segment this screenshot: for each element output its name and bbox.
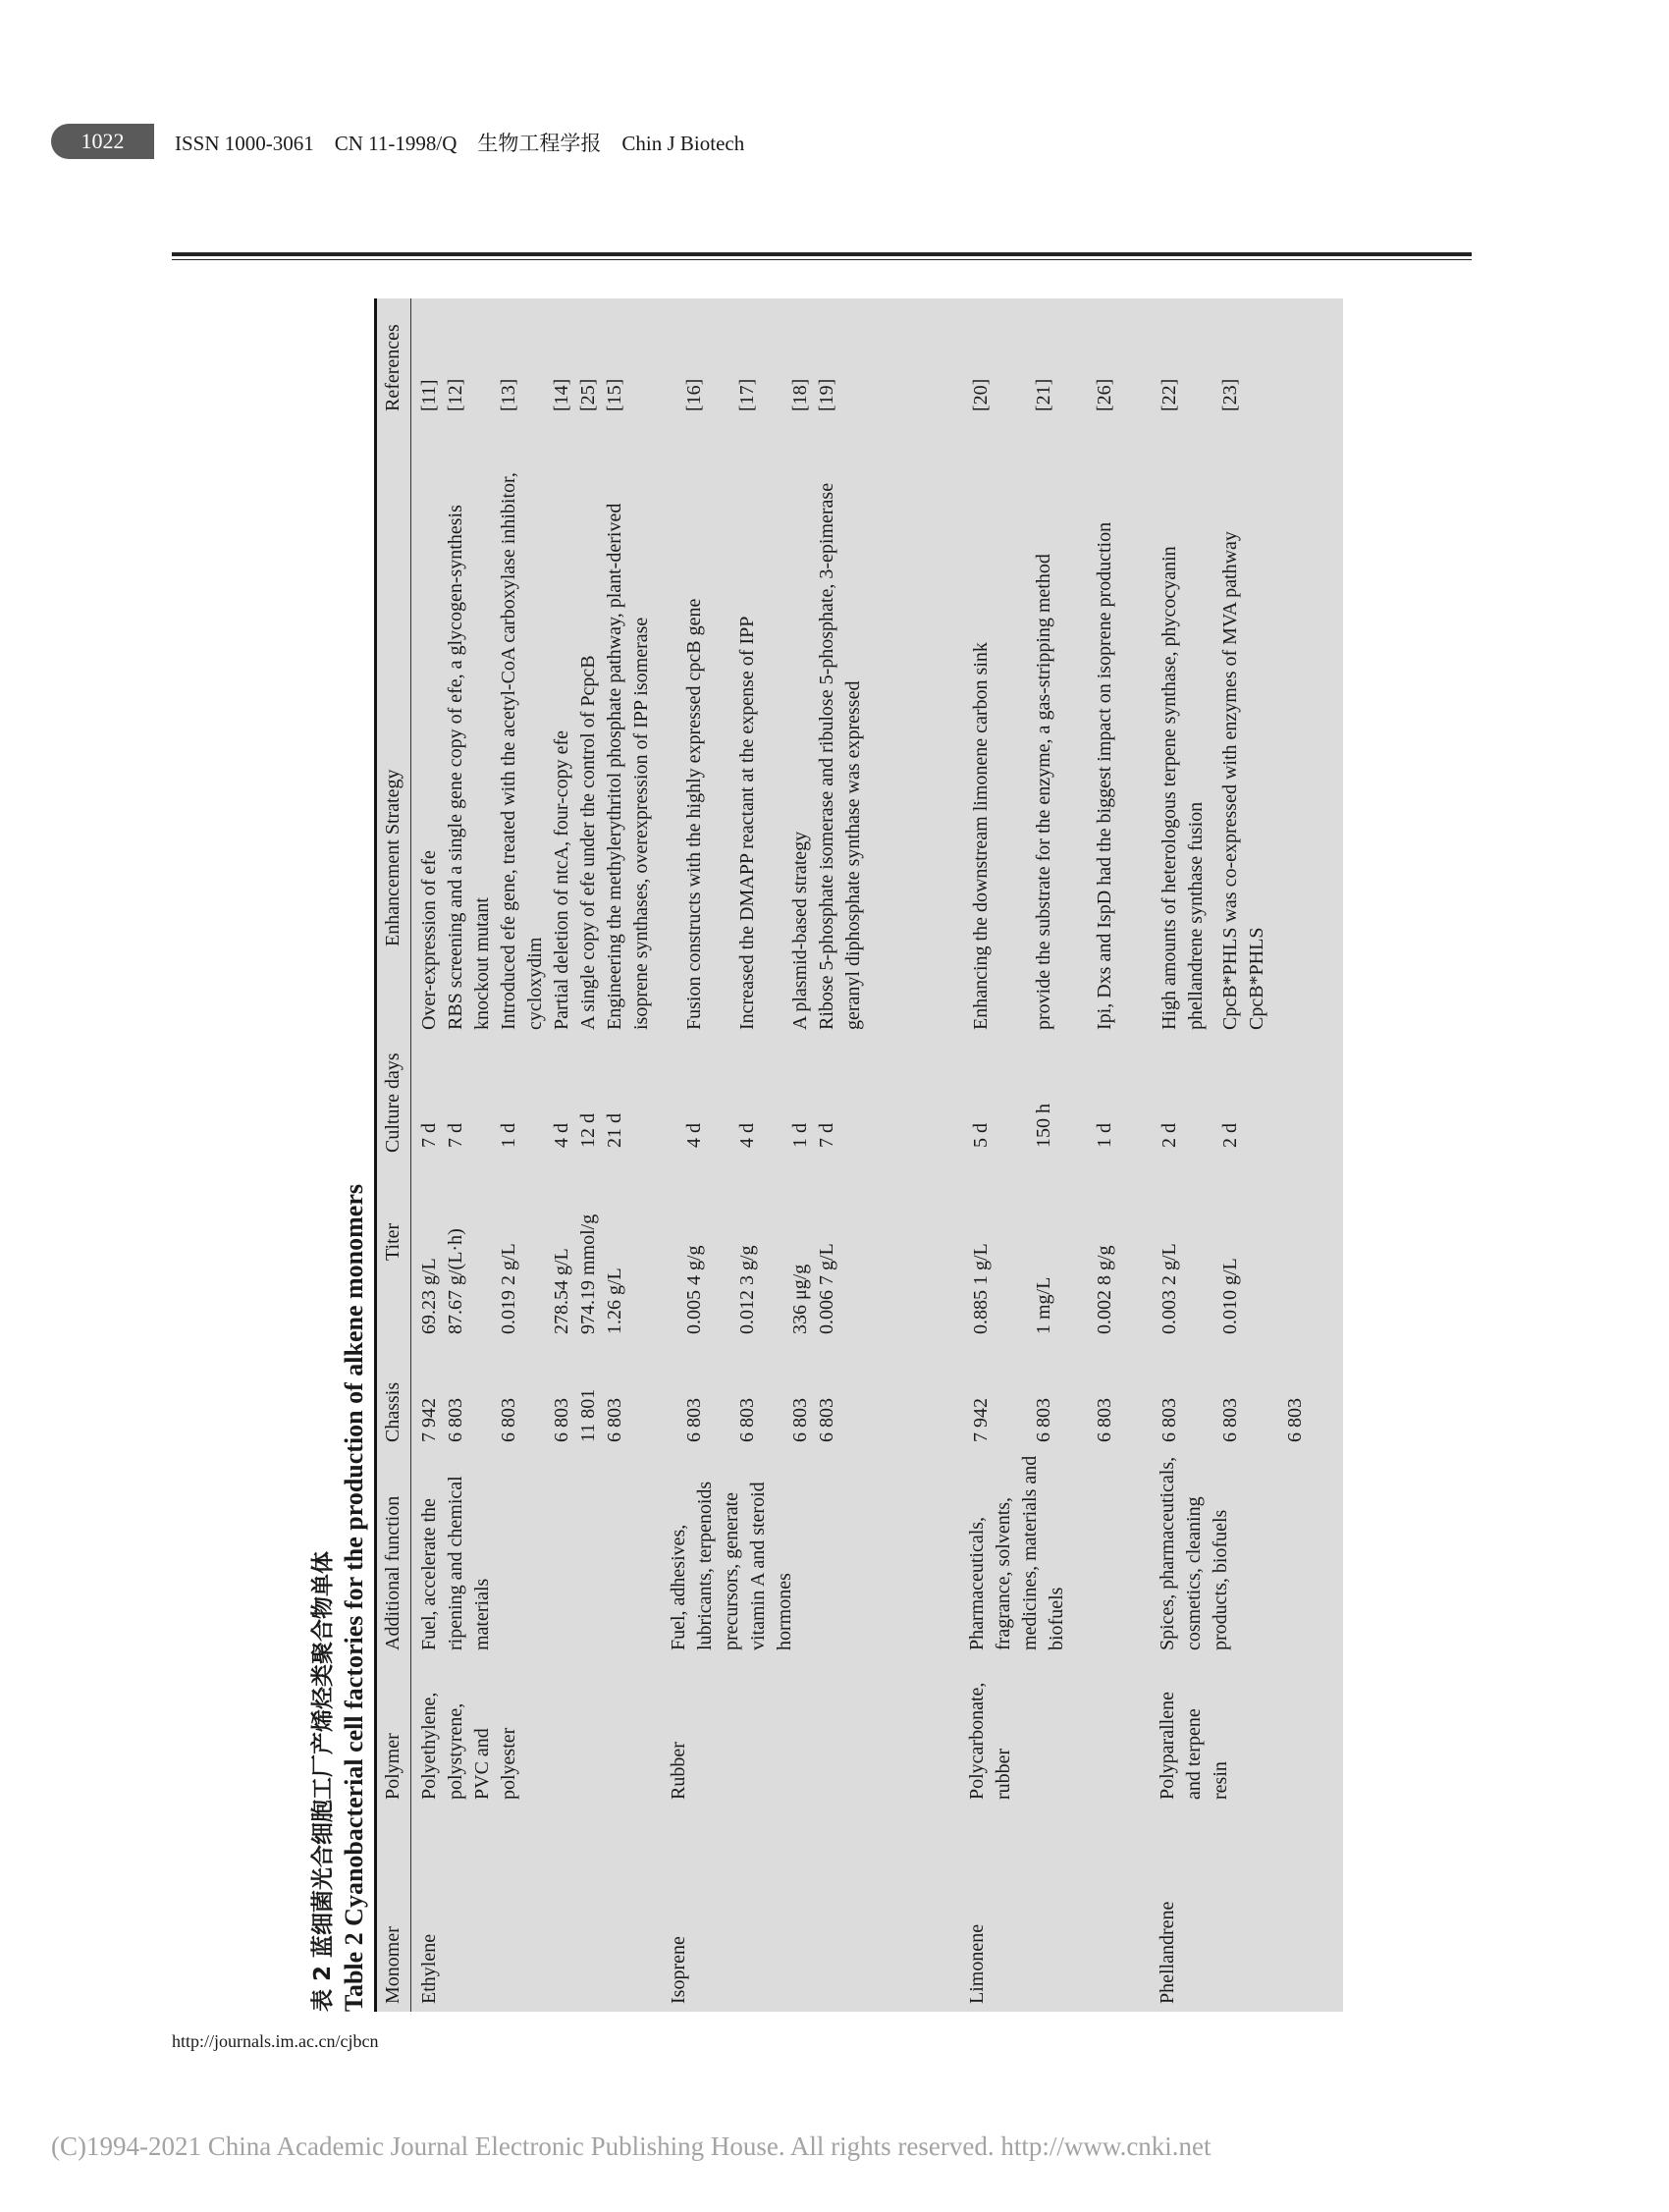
table-caption-cn: 表 2 蓝细菌光合细胞工厂产烯烃类聚合物单体 <box>310 1550 336 2012</box>
group-function: Fuel, accelerate the ripening and chemical materials <box>418 1476 493 1650</box>
cell-strategy: A single copy of efe under the control of PcpcB <box>577 655 599 1030</box>
cell-chassis: 6 803 <box>604 1398 625 1442</box>
running-header: ISSN 1000-3061 CN 11-1998/Q 生物工程学报 Chin J Biotech <box>175 132 745 155</box>
cell-ref: [20] <box>970 378 992 411</box>
group-polymer: Rubber <box>668 1742 689 1800</box>
cell-ref: [18] <box>789 378 811 411</box>
group-monomer: Isoprene <box>668 1936 689 2004</box>
cell-chassis: 6 803 <box>445 1398 466 1442</box>
cell-strategy: Ribose 5-phosphate isomerase and ribulose 5-phosphate, 3-epimerase geranyl diphosphate synthase was expressed <box>816 482 864 1030</box>
group-monomer: Limonene <box>966 1923 988 2004</box>
cell-chassis: 6 803 <box>1284 1398 1306 1442</box>
cell-titer: 0.005 4 g/g <box>683 1245 705 1334</box>
copyright-line: (C)1994-2021 China Academic Journal Electronic Publishing House. All rights reserved. http://www.cnki.net <box>51 2131 1211 2161</box>
cell-titer: 1.26 g/L <box>604 1268 625 1334</box>
cell-chassis: 6 803 <box>789 1398 811 1442</box>
footer-journal-url[interactable]: http://journals.im.ac.cn/cjbcn <box>172 2031 379 2051</box>
cell-strategy: Engineering the methylerythritol phosphate pathway, plant-derived isoprene synthases, overexpression of IPP isomerase <box>604 503 652 1030</box>
group-monomer: Phellandrene <box>1157 1901 1178 2004</box>
cell-chassis: 6 803 <box>683 1398 705 1442</box>
group-monomer: Ethylene <box>418 1933 440 2004</box>
cell-days: 4 d <box>683 1123 705 1148</box>
group-function: Fuel, adhesives, lubricants, terpenoids precursors, generate vitamin A and steroid hormones <box>668 1481 795 1650</box>
cell-chassis: 6 803 <box>1033 1398 1054 1442</box>
cell-days: 5 d <box>970 1123 992 1148</box>
cell-days: 7 d <box>816 1123 837 1148</box>
col-header-culture-days: Culture days <box>382 1052 404 1153</box>
table-caption-en: Table 2 Cyanobacterial cell factories for the production of alkene monomers <box>340 1184 368 2012</box>
cell-ref: [22] <box>1158 378 1180 411</box>
col-header-strategy: Enhancement Strategy <box>382 769 404 946</box>
group-polymer: Polyethylene, polystyrene, PVC and polyester <box>418 1692 519 1800</box>
cell-titer: 0.010 g/L <box>1219 1258 1241 1334</box>
cell-chassis: 6 803 <box>1219 1398 1241 1442</box>
cell-titer: 0.019 2 g/L <box>498 1243 519 1334</box>
cell-titer: 1 mg/L <box>1033 1276 1054 1334</box>
cell-chassis: 7 942 <box>418 1398 440 1442</box>
cell-days: 1 d <box>789 1123 811 1148</box>
header-rule-thin <box>172 259 1472 260</box>
cell-chassis: 6 803 <box>498 1398 519 1442</box>
cell-chassis: 7 942 <box>970 1398 992 1442</box>
cell-days: 150 h <box>1033 1104 1054 1148</box>
cell-days: 2 d <box>1158 1123 1180 1148</box>
cell-titer: 69.23 g/L <box>418 1258 440 1334</box>
rotated-table-block <box>300 298 1343 2012</box>
cell-titer: 336 μg/g <box>789 1264 811 1334</box>
cell-ref: [13] <box>498 378 519 411</box>
cell-strategy: Over-expression of efe <box>418 850 440 1030</box>
cell-chassis: 6 803 <box>1094 1398 1115 1442</box>
col-header-monomer: Monomer <box>382 1926 404 2004</box>
cell-ref: [19] <box>816 378 837 411</box>
group-function: Pharmaceuticals, fragrance, solvents, medicines, materials and biofuels <box>966 1455 1067 1650</box>
table-header-rule <box>410 298 411 2012</box>
cell-days: 2 d <box>1219 1123 1241 1148</box>
cell-days: 1 d <box>1094 1123 1115 1148</box>
cell-ref: [15] <box>604 378 625 411</box>
col-header-chassis: Chassis <box>382 1381 404 1442</box>
cell-days: 1 d <box>498 1123 519 1148</box>
cell-titer: 278.54 g/L <box>551 1248 572 1334</box>
cell-strategy: Fusion constructs with the highly expressed cpcB gene <box>683 598 705 1030</box>
col-header-function: Additional function <box>382 1495 404 1650</box>
cell-titer: 0.885 1 g/L <box>970 1243 992 1334</box>
cell-ref: [25] <box>577 378 599 411</box>
group-function: Spices, pharmaceuticals, cosmetics, cleaning products, biofuels <box>1157 1456 1231 1650</box>
cell-chassis: 6 803 <box>551 1398 572 1442</box>
table-top-rule <box>374 298 377 2012</box>
cell-days: 4 d <box>551 1123 572 1148</box>
cell-titer: 87.67 g/(L·h) <box>445 1228 466 1334</box>
cell-chassis: 6 803 <box>1158 1398 1180 1442</box>
cell-days: 7 d <box>445 1123 466 1148</box>
cell-days: 12 d <box>577 1113 599 1148</box>
cell-strategy: RBS screening and a single gene copy of efe, a glycogen-synthesis knockout mutant <box>445 505 493 1030</box>
cell-strategy: Ipi, Dxs and IspD had the biggest impact on isoprene production <box>1094 521 1115 1030</box>
cell-days: 4 d <box>736 1123 758 1148</box>
col-header-titer: Titer <box>382 1222 404 1261</box>
cell-strategy: A plasmid-based strategy <box>789 831 811 1030</box>
cell-titer: 0.003 2 g/L <box>1158 1243 1180 1334</box>
cell-ref: [14] <box>551 378 572 411</box>
cell-chassis: 6 803 <box>816 1398 837 1442</box>
cell-days: 21 d <box>604 1113 625 1148</box>
cell-ref: [21] <box>1033 378 1054 411</box>
cell-titer: 0.002 8 g/g <box>1094 1245 1115 1334</box>
cell-strategy: Introduced efe gene, treated with the acetyl-CoA carboxylase inhibitor, cycloxydim <box>498 472 546 1030</box>
cell-days: 7 d <box>418 1123 440 1148</box>
header-rule <box>172 252 1472 256</box>
cell-ref: [26] <box>1094 378 1115 411</box>
group-polymer: Polyparallene and terpene resin <box>1157 1692 1231 1800</box>
cell-strategy: CpcB*PHLS was co-expressed with enzymes of MVA pathway CpcB*PHLS <box>1219 531 1267 1030</box>
cell-strategy: Increased the DMAPP reactant at the expense of IPP <box>736 616 758 1030</box>
cell-ref: [17] <box>736 378 758 411</box>
cell-ref: [12] <box>445 378 466 411</box>
cell-strategy: High amounts of heterologous terpene synthase, phycocyanin phellandrene synthase fusion <box>1158 546 1207 1030</box>
cell-strategy: provide the substrate for the enzyme, a gas-stripping method <box>1033 554 1054 1030</box>
cell-strategy: Enhancing the downstream limonene carbon sink <box>970 642 992 1030</box>
col-header-references: References <box>382 324 404 411</box>
cell-titer: 0.006 7 g/L <box>816 1243 837 1334</box>
cell-chassis: 6 803 <box>736 1398 758 1442</box>
page-number-badge: 1022 <box>51 124 154 159</box>
cell-ref: [16] <box>683 378 705 411</box>
cell-titer: 974.19 mmol/g <box>577 1214 599 1334</box>
group-polymer: Polycarbonate, rubber <box>966 1682 1014 1800</box>
col-header-polymer: Polymer <box>382 1733 404 1800</box>
cell-ref: [23] <box>1219 378 1241 411</box>
cell-chassis: 11 801 <box>577 1388 599 1442</box>
cell-titer: 0.012 3 g/g <box>736 1245 758 1334</box>
cell-strategy: Partial deletion of ntcA, four-copy efe <box>551 729 572 1030</box>
cell-ref: [11] <box>418 379 440 411</box>
